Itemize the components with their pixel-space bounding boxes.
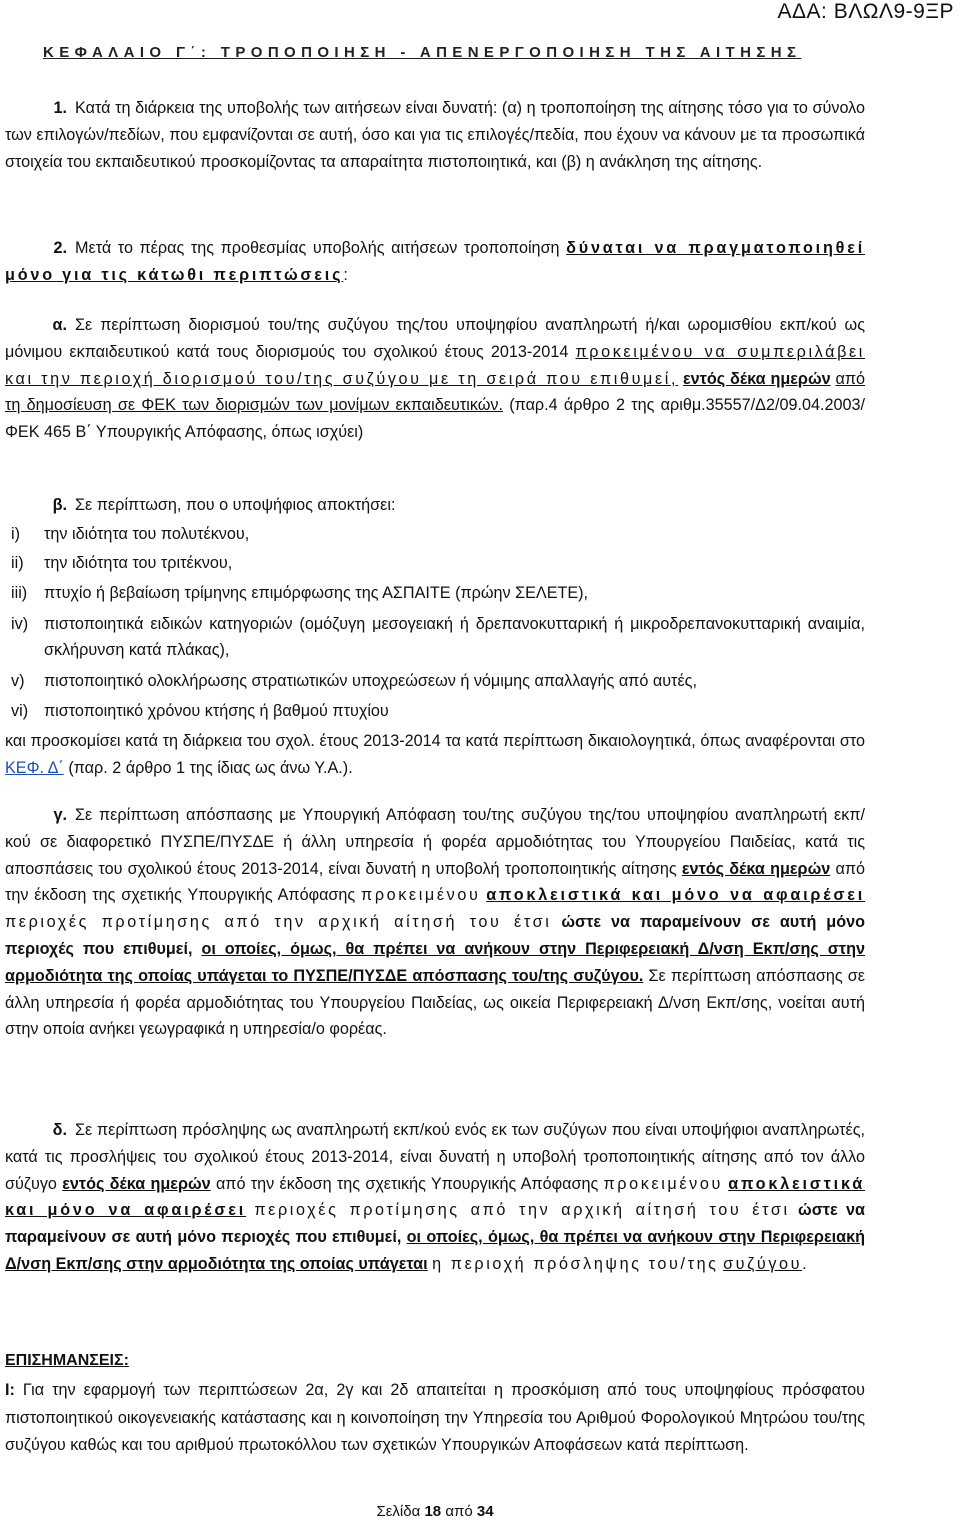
notes-label: Ι: xyxy=(5,1381,15,1399)
case-d-end: . xyxy=(802,1254,807,1273)
page-number: 18 xyxy=(424,1503,442,1520)
case-a-deadline: εντός δέκα ημερών xyxy=(682,369,831,388)
list-item xyxy=(5,698,865,724)
case-c-text-1: Σε περίπτωση απόσπασης με Υπουργική Απόφαση του/της συζύγου της/του υποψηφίου αναπληρωτή εκπ/κού σε διαφορετικό ΠΥΣΠΕ/ΠΥΣΔΕ ή άλλη υπηρεσία ή φορέα αρμοδιότητας του Υπουργείου Παιδείας, κατά τις αποσπάσεις του σχολικού έτους 2013-2014, είναι δυνατή η υποβολή τροποποιητικής αίτησης xyxy=(5,806,865,878)
list-item-text: την ιδιότητα του πολυτέκνου, xyxy=(44,525,250,543)
chapter-title: ΚΕΦΑΛΑΙΟ Γ΄: ΤΡΟΠΟΠΟΙΗΣΗ - ΑΠΕΝΕΡΓΟΠΟΙΗΣΗ ΤΗΣ ΑΙΤΗΣΗΣ xyxy=(43,44,802,61)
case-d-deadline: εντός δέκα ημερών xyxy=(62,1174,211,1193)
paragraph-2 xyxy=(5,235,865,289)
case-a-label: α. xyxy=(52,316,67,334)
case-d-spaced-2: περιοχές προτίμησης από την αρχική αίτησή του έτσι xyxy=(254,1201,790,1220)
case-c-deadline: εντός δέκα ημερών xyxy=(681,859,831,878)
case-d-text-2: από την έκδοση της σχετικής Υπουργικής Απόφασης xyxy=(215,1174,599,1193)
list-item-text: πιστοποιητικό χρόνου κτήσης ή βαθμού πτυχίου xyxy=(44,702,389,720)
case-c-spaced-1: προκειμένου xyxy=(361,886,481,905)
case-b-outro xyxy=(5,728,865,781)
case-c-text-2: από την έκδοση της σχετικής Υπουργικής Απόφασης xyxy=(5,859,865,905)
list-item-text: την ιδιότητα του τριτέκνου, xyxy=(44,554,233,572)
paragraph-1 xyxy=(5,95,865,175)
list-item-number: iv) xyxy=(11,615,29,633)
case-a-underlined-2: από τη δημοσίευση σε ΦΕΚ των διορισμών των μονίμων εκπαιδευτικών. xyxy=(5,369,866,415)
list-item-text: πτυχίο ή βεβαίωση τρίμηνης επιμόρφωσης της ΑΣΠΑΙΤΕ (πρώην ΣΕΛΕΤΕ), xyxy=(44,584,589,602)
case-d-condition: οι οποίες, όμως, θα πρέπει να ανήκουν στην Περιφερειακή Δ/νση Εκπ/σης στην αρμοδιότητα της οποίας υπάγεται xyxy=(5,1228,865,1273)
list-item xyxy=(5,611,865,663)
notes-body xyxy=(5,1377,865,1460)
case-c-text-3: Σε περίπτωση απόσπασης σε άλλη υπηρεσία ή φορέα αρμοδιότητας του Υπουργείου Παιδείας, ως οικεία Περιφερειακή Δ/νση Εκπ/σης, νοείται αυτή στην οποία ανήκει γεωγραφικά η υπηρεσία/ο φορέας. xyxy=(5,966,865,1039)
list-item-number: i) xyxy=(11,525,20,543)
list-item-number: ii) xyxy=(11,554,24,572)
paragraph-2-number: 2. xyxy=(53,239,67,257)
case-a-text-2: (παρ.4 άρθρο 2 της αριθμ.35557/Δ2/09.04.2003/ΦΕΚ 465 Β΄ Υπουργικής Απόφασης, όπως ισχύει) xyxy=(5,396,865,442)
paragraph-1-number: 1. xyxy=(53,99,67,117)
page-total: 34 xyxy=(476,1503,494,1520)
case-c-label: γ. xyxy=(53,806,67,824)
case-c-spaced-2: περιοχές προτίμησης από την αρχική αίτησή του έτσι xyxy=(5,913,552,932)
paragraph-2-text: Μετά το πέρας της προθεσμίας υποβολής αιτήσεων τροποποίηση xyxy=(75,239,560,257)
case-c xyxy=(5,802,865,1043)
list-item-number: iii) xyxy=(11,584,28,602)
case-b-label: β. xyxy=(52,496,67,514)
notes-title: ΕΠΙΣΗΜΑΝΣΕΙΣ: xyxy=(5,1352,129,1369)
list-item xyxy=(5,521,865,547)
case-a-text-1: Σε περίπτωση διορισμού του/της συζύγου της/του υποψηφίου αναπληρωτή ή/και ωρομισθίου εκπ/κού ως μόνιμου εκπαιδευτικού κατά τους διορισμούς του σχολικού έτους 2013-2014 xyxy=(5,316,865,361)
page-middle: από xyxy=(445,1503,473,1520)
chapter-d-link[interactable]: ΚΕΦ. Δ΄ xyxy=(5,758,64,777)
case-b-intro xyxy=(5,492,865,519)
case-d-spaced-1: προκειμένου xyxy=(603,1174,723,1193)
case-d-bold: ώστε να παραμείνουν σε αυτή μόνο περιοχές που επιθυμεί, xyxy=(5,1201,865,1247)
case-d-emphasis: αποκλειστικά και μόνο να αφαιρέσει xyxy=(5,1174,866,1220)
paragraph-2-emphasis: δύναται να πραγματοποιηθεί μόνο για τις κάτωθι περιπτώσεις xyxy=(5,239,865,284)
notes-text: Για την εφαρμογή των περιπτώσεων 2α, 2γ και 2δ απαιτείται η προσκόμιση από τους υποψηφίους πρόσφατου πιστοποιητικού οικογενειακής κατάστασης και η κοινοποίηση την Υπηρεσία του Αριθμού Φορολογικού Μητρώου του/της συζύγου καθώς και του αριθμού πρωτοκόλλου των σχετικών Υπουργικών Αποφάσεων κατά περίπτωση. xyxy=(5,1381,865,1454)
case-b-outro-text-2: (παρ. 2 άρθρο 1 της ίδιας ως άνω Υ.Α.). xyxy=(68,758,353,777)
list-item-number: v) xyxy=(11,672,25,690)
case-d-spaced-3: η περιοχή πρόσληψης του/της xyxy=(432,1254,719,1273)
list-item xyxy=(5,550,865,576)
case-d-text-1: Σε περίπτωση πρόσληψης ως αναπληρωτή εκπ/κού ενός εκ των συζύγων που είναι υποψήφιοι αναπληρωτές, κατά τις προσλήψεις του σχολικού έτους 2013-2014, είναι δυνατή η υποβολή τροποποιητικής αίτησης από τον άλλο σύζυγο xyxy=(5,1121,865,1193)
case-c-condition: οι οποίες, όμως, θα πρέπει να ανήκουν στην Περιφερειακή Δ/νση Εκπ/σης στην αρμοδιότητα της οποίας υπάγεται το ΠΥΣΠΕ/ΠΥΣΔΕ απόσπασης του/της συζύγου. xyxy=(5,939,865,985)
case-d-spouse: συζύγου xyxy=(723,1254,803,1273)
list-item-text: πιστοποιητικά ειδικών κατηγοριών (ομόζυγη μεσογειακή ή δρεπανοκυτταρική ή μικροδρεπανοκυτταρική αναιμία, σκλήρυνση κατά πλάκας), xyxy=(44,615,865,659)
list-item-number: vi) xyxy=(11,702,29,720)
page-prefix: Σελίδα xyxy=(376,1503,421,1520)
paragraph-1-text: Κατά τη διάρκεια της υποβολής των αιτήσεων είναι δυνατή: (α) η τροποποίηση της αίτησης τόσο για το σύνολο των επιλογών/πεδίων, που εμφανίζονται σε αυτή, όσο και για τις επιλογές/πεδία, που έχουν να κάνουν με τα προσωπικά στοιχεία του εκπαιδευτικού προσκομίζοντας τα απαραίτητα πιστοποιητικά, και (β) η ανάκληση της αίτησης. xyxy=(5,99,865,171)
page-footer xyxy=(0,1503,870,1520)
case-a xyxy=(5,312,865,446)
case-b-outro-text-1: και προσκομίσει κατά τη διάρκεια του σχολ. έτους 2013-2014 τα κατά περίπτωση δικαιολογητικά, όπως αναφέρονται στο xyxy=(5,732,865,750)
case-d-label: δ. xyxy=(52,1121,67,1139)
case-a-underlined-1: προκειμένου να συμπεριλάβει και την περιοχή διορισμού του/της συζύγου με τη σειρά που επιθυμεί, xyxy=(5,342,865,388)
paragraph-2-end: : xyxy=(343,265,348,284)
case-c-bold: ώστε να παραμείνουν σε αυτή μόνο περιοχές που επιθυμεί, xyxy=(5,913,865,958)
list-item-text: πιστοποιητικό ολοκλήρωσης στρατιωτικών υποχρεώσεων ή νόμιμης απαλλαγής από αυτές, xyxy=(44,672,697,690)
ada-code: ΑΔΑ: ΒΛΩΛ9-9ΞΡ xyxy=(777,0,954,23)
list-item xyxy=(5,580,865,606)
list-item xyxy=(5,668,865,694)
case-d xyxy=(5,1117,865,1278)
case-c-emphasis: αποκλειστικά και μόνο να αφαιρέσει xyxy=(486,886,866,905)
case-b-intro-text: Σε περίπτωση, που ο υποψήφιος αποκτήσει: xyxy=(75,496,396,514)
